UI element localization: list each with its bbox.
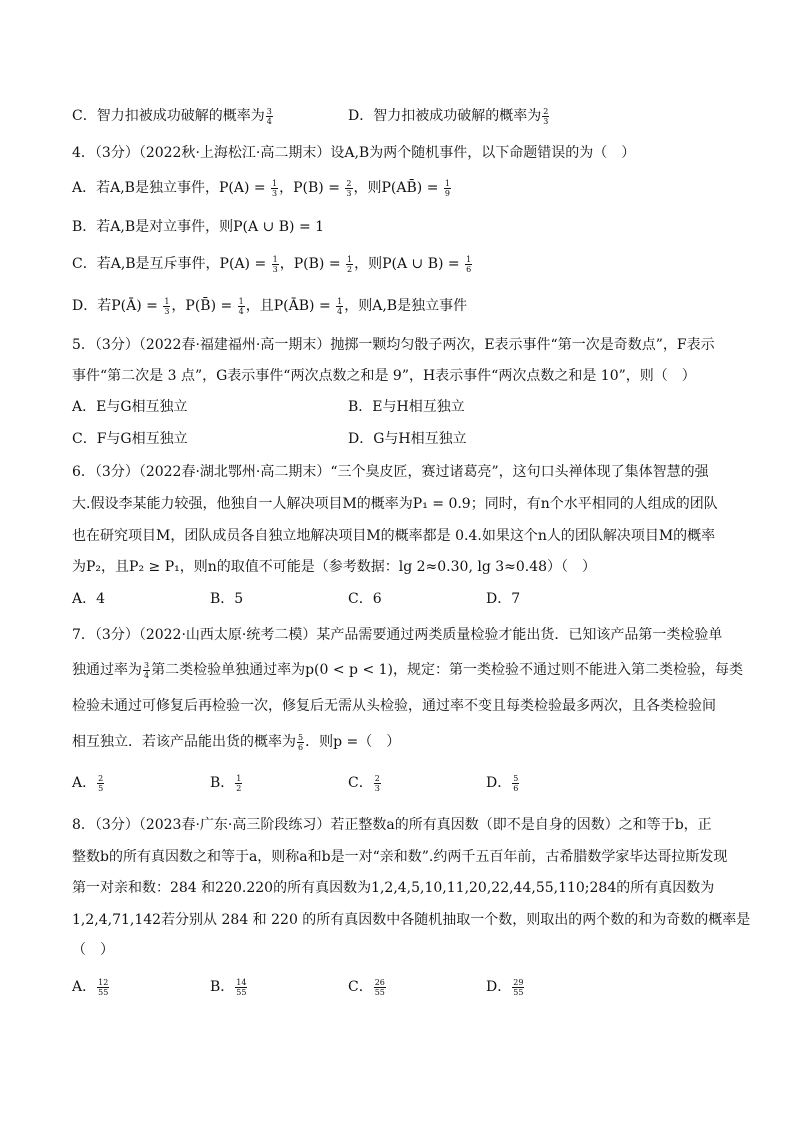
- q8-option-d: D． $\frac{29}{55}$: [486, 977, 524, 997]
- q7-option-b: B． $\frac{1}{2}$: [210, 773, 242, 793]
- fraction: $\frac{2}{5}$: [98, 773, 104, 793]
- fraction: $\frac{2}{3}$: [346, 178, 352, 198]
- fraction: $\frac{1}{2}$: [347, 254, 353, 274]
- q7-option-c: C． $\frac{2}{3}$: [348, 773, 380, 793]
- fraction: $\frac{1}{4}$: [337, 296, 343, 316]
- fraction: $\frac{1}{3}$: [272, 254, 278, 274]
- q6-stem-line4: 为P₂，且P₂ ≥ P₁，则n的取值不可能是（参考数据：lg 2≈0.30, lg 3≈0.48）（ ）: [72, 559, 597, 575]
- q4-option-d: D．若P(Ā) = $\frac{1}{3}$ ，P(B̄) = $\frac{1}{4}$ ，且P(ĀB) = $\frac{1}{4}$ ，则A,B是独立事件: [72, 296, 468, 316]
- q7-stem-line3: 检验未通过可修复后再检验一次，修复后无需从头检验，通过率不变且每类检验最多两次，且各类检验间: [72, 698, 716, 714]
- q6-stem-line1: 6．（3分）（2022春·湖北鄂州·高二期末）“三个臭皮匠，赛过诸葛亮”，这句口头禅体现了集体智慧的强: [72, 464, 709, 480]
- q8-option-b: B． $\frac{14}{55}$: [210, 977, 247, 997]
- q8-option-a: A． $\frac{12}{55}$: [72, 977, 109, 997]
- q6-option-a: A．4: [72, 591, 106, 607]
- q6-option-c: C．6: [348, 591, 382, 607]
- q4-option-a: A．若A,B是独立事件，P(A) = $\frac{1}{3}$ ，P(B) = $\frac{2}{3}$ ，则P(AB̄) = $\frac{1}{9}$: [72, 178, 450, 198]
- option-text: D．智力扣被成功破解的概率为: [348, 108, 542, 124]
- fraction: $\frac{14}{55}$: [236, 977, 247, 997]
- q6-stem-line2: 大.假设李某能力较强，他独自一人解决项目M的概率为P₁ = 0.9；同时，有n个水平相同的人组成的团队: [72, 496, 718, 512]
- fraction: $\frac{5}{6}$: [513, 773, 519, 793]
- option-text: C．智力扣被成功破解的概率为: [72, 108, 265, 124]
- fraction: $\frac{2}{3}$: [543, 106, 549, 126]
- fraction: $\frac{2}{3}$: [374, 773, 380, 793]
- q5-option-c: C．F与G相互独立: [72, 431, 188, 447]
- q5-stem-line1: 5．（3分）（2022春·福建福州·高一期末）抛掷一颗均匀骰子两次，E表示事件“第一次是奇数点”，F表示: [72, 337, 715, 353]
- q7-stem-line4: 相互独立．若该产品能出货的概率为 $\frac{5}{6}$ ．则p =（ ）: [72, 732, 401, 752]
- fraction: $\frac{1}{9}$: [444, 178, 450, 198]
- q7-option-a: A． $\frac{2}{5}$: [72, 773, 104, 793]
- q6-stem-line3: 也在研究项目M，团队成员各自独立地解决项目M的概率都是 0.4.如果这个n人的团队解决项目M的概率: [72, 528, 716, 544]
- prev-option-d: [348, 106, 550, 126]
- q5-option-b: B．E与H相互独立: [348, 399, 465, 415]
- fraction: $\frac{5}{6}$: [298, 732, 304, 752]
- q8-stem-line2: 整数b的所有真因数之和等于a，则称a和b是一对“亲和数”.约两千五百年前，古希腊数学家毕达哥拉斯发现: [72, 849, 728, 865]
- q6-option-d: D．7: [486, 591, 521, 607]
- q8-stem-line1: 8．（3分）（2023春·广东·高三阶段练习）若正整数a的所有真因数（即不是自身的因数）之和等于b，正: [72, 817, 712, 833]
- fraction: $\frac{1}{3}$: [164, 296, 170, 316]
- fraction: $\frac{1}{2}$: [236, 773, 242, 793]
- q8-option-c: C． $\frac{26}{55}$: [348, 977, 385, 997]
- q8-stem-line3: 第一对亲和数：284 和220.220的所有真因数为1,2,4,5,10,11,20,22,44,55,110;284的所有真因数为: [72, 880, 715, 896]
- q4-option-c: C．若A,B是互斥事件，P(A) = $\frac{1}{3}$ ，P(B) = $\frac{1}{2}$ ，则P(A ∪ B) = $\frac{1}{6}$: [72, 254, 472, 274]
- q8-stem-line4: 1,2,4,71,142若分别从 284 和 220 的所有真因数中各随机抽取一个数，则取出的两个数的和为奇数的概率是: [72, 912, 751, 928]
- q4-stem: 4．（3分）（2022秋·上海松江·高二期末）设A,B为两个随机事件，以下命题错误的为（ ）: [72, 145, 636, 161]
- q7-stem-line1: 7．（3分）（2022·山西太原·统考二模）某产品需要通过两类质量检验才能出货．已知该产品第一类检验单: [72, 627, 723, 643]
- q8-stem-line5: （ ）: [72, 942, 114, 958]
- q5-option-a: A．E与G相互独立: [72, 399, 188, 415]
- fraction: $\frac{1}{4}$: [238, 296, 244, 316]
- q5-stem-line2: 事件“第二次是 3 点”，G表示事件“两次点数之和是 9”，H表示事件“两次点数之和是 10”，则（ ）: [72, 368, 696, 384]
- fraction: $\frac{1}{3}$: [272, 178, 278, 198]
- q7-option-d: D． $\frac{5}{6}$: [486, 773, 519, 793]
- q5-option-d: D．G与H相互独立: [348, 431, 467, 447]
- fraction: $\frac{3}{4}$: [144, 660, 150, 680]
- prev-option-c: [72, 106, 274, 126]
- fraction: $\frac{26}{55}$: [374, 977, 385, 997]
- q4-option-b: B．若A,B是对立事件，则P(A ∪ B) = 1: [72, 219, 325, 235]
- q7-stem-line2: 独通过率为 $\frac{3}{4}$ 第二类检验单独通过率为p(0 < p < 1)，规定：第一类检验不通过则不能进入第二类检验，每类: [72, 660, 744, 680]
- fraction: $\frac{3}{4}$: [266, 106, 272, 126]
- fraction: $\frac{29}{55}$: [513, 977, 524, 997]
- q6-option-b: B．5: [210, 591, 244, 607]
- fraction: $\frac{12}{55}$: [98, 977, 109, 997]
- fraction: $\frac{1}{6}$: [466, 254, 472, 274]
